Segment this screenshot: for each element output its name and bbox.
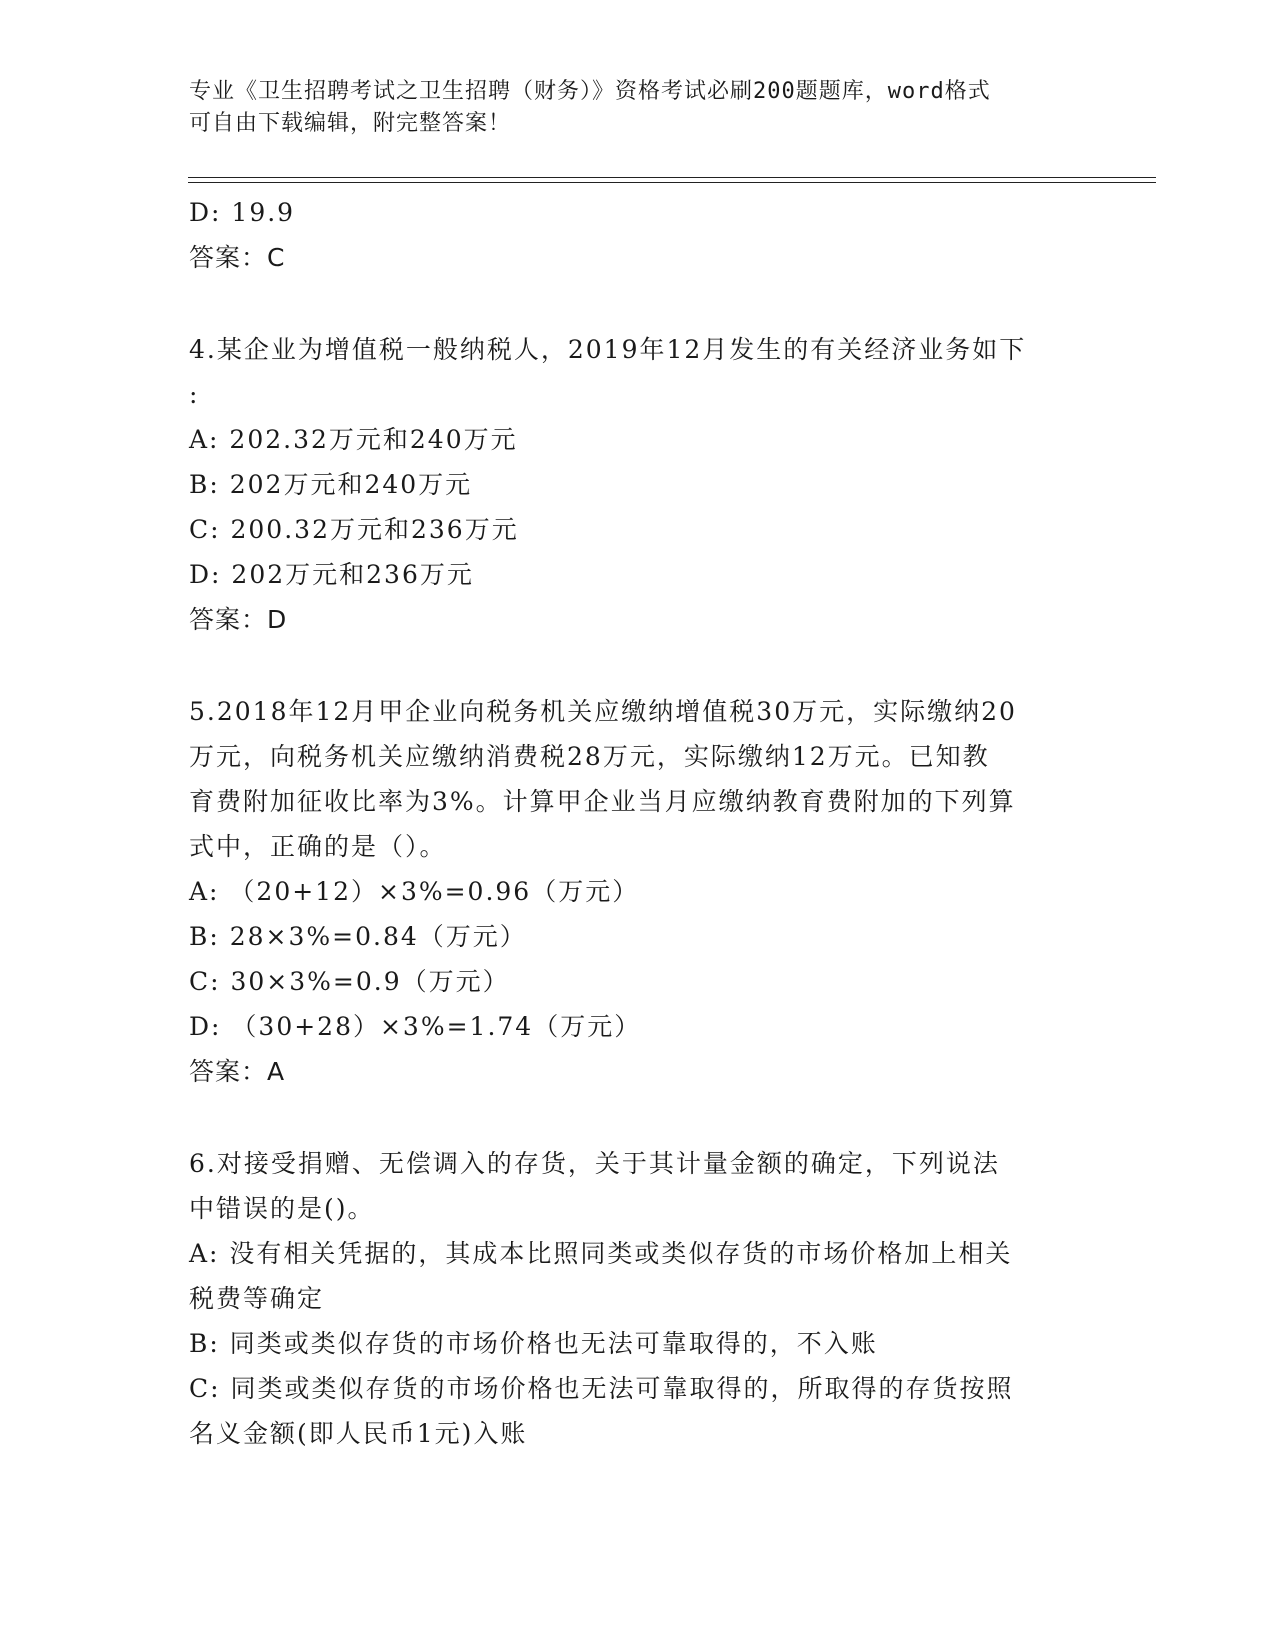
question-stem: 6.对接受捐赠、无偿调入的存货，关于其计量金额的确定，下列说法: [189, 1149, 1000, 1178]
question-stem-continued: 式中，正确的是（）。: [189, 832, 447, 861]
option-b: B: 202万元和240万元: [189, 470, 473, 499]
option-a: A: 没有相关凭据的，其成本比照同类或类似存货的市场价格加上相关: [189, 1239, 1013, 1268]
answer-line: 答案：A: [189, 1057, 286, 1086]
question-stem-continued: 中错误的是()。: [189, 1194, 375, 1223]
option-d: D: 19.9: [189, 198, 296, 227]
option-c: C: 200.32万元和236万元: [189, 515, 519, 544]
document-header: [189, 76, 1089, 140]
question-stem-continued: 育费附加征收比率为3%。计算甲企业当月应缴纳教育费附加的下列算: [189, 787, 1016, 816]
question-stem: 4.某企业为增值税一般纳税人，2019年12月发生的有关经济业务如下: [189, 335, 1027, 364]
option-a: A: （20+12）×3%=0.96（万元）: [189, 877, 640, 906]
question-4: [189, 327, 1089, 642]
header-title-line-2: 可自由下载编辑，附完整答案！: [189, 111, 512, 136]
option-a-continued: 税费等确定: [189, 1284, 325, 1313]
option-d: D: （30+28）×3%=1.74（万元）: [189, 1012, 642, 1041]
spacer: [189, 280, 1089, 327]
question-6: [189, 1141, 1089, 1456]
answer-line: 答案：C: [189, 243, 286, 272]
question-list: [189, 190, 1089, 1456]
option-c: C: 同类或类似存货的市场价格也无法可靠取得的，所取得的存货按照: [189, 1374, 1014, 1403]
question-5: [189, 689, 1089, 1094]
header-divider-top: [188, 177, 1156, 178]
option-b: B: 28×3%=0.84（万元）: [189, 922, 527, 951]
option-a: A: 202.32万元和240万元: [189, 425, 518, 454]
question-stem: 5.2018年12月甲企业向税务机关应缴纳增值税30万元，实际缴纳20: [189, 697, 1017, 726]
option-d: D: 202万元和236万元: [189, 560, 474, 589]
question-stem-continued: :: [189, 380, 200, 409]
option-c: C: 30×3%=0.9（万元）: [189, 967, 510, 996]
option-b: B: 同类或类似存货的市场价格也无法可靠取得的，不入账: [189, 1329, 878, 1358]
spacer: [189, 1094, 1089, 1141]
header-divider-bottom: [188, 182, 1156, 183]
question-3-tail: [189, 190, 1089, 280]
header-title-line-1: 专业《卫生招聘考试之卫生招聘（财务）》资格考试必刷200题题库，word格式: [189, 79, 991, 104]
question-stem-continued: 万元，向税务机关应缴纳消费税28万元，实际缴纳12万元。已知教: [189, 742, 990, 771]
answer-line: 答案：D: [189, 605, 288, 634]
option-c-continued: 名义金额(即人民币1元)入账: [189, 1419, 528, 1448]
spacer: [189, 642, 1089, 689]
